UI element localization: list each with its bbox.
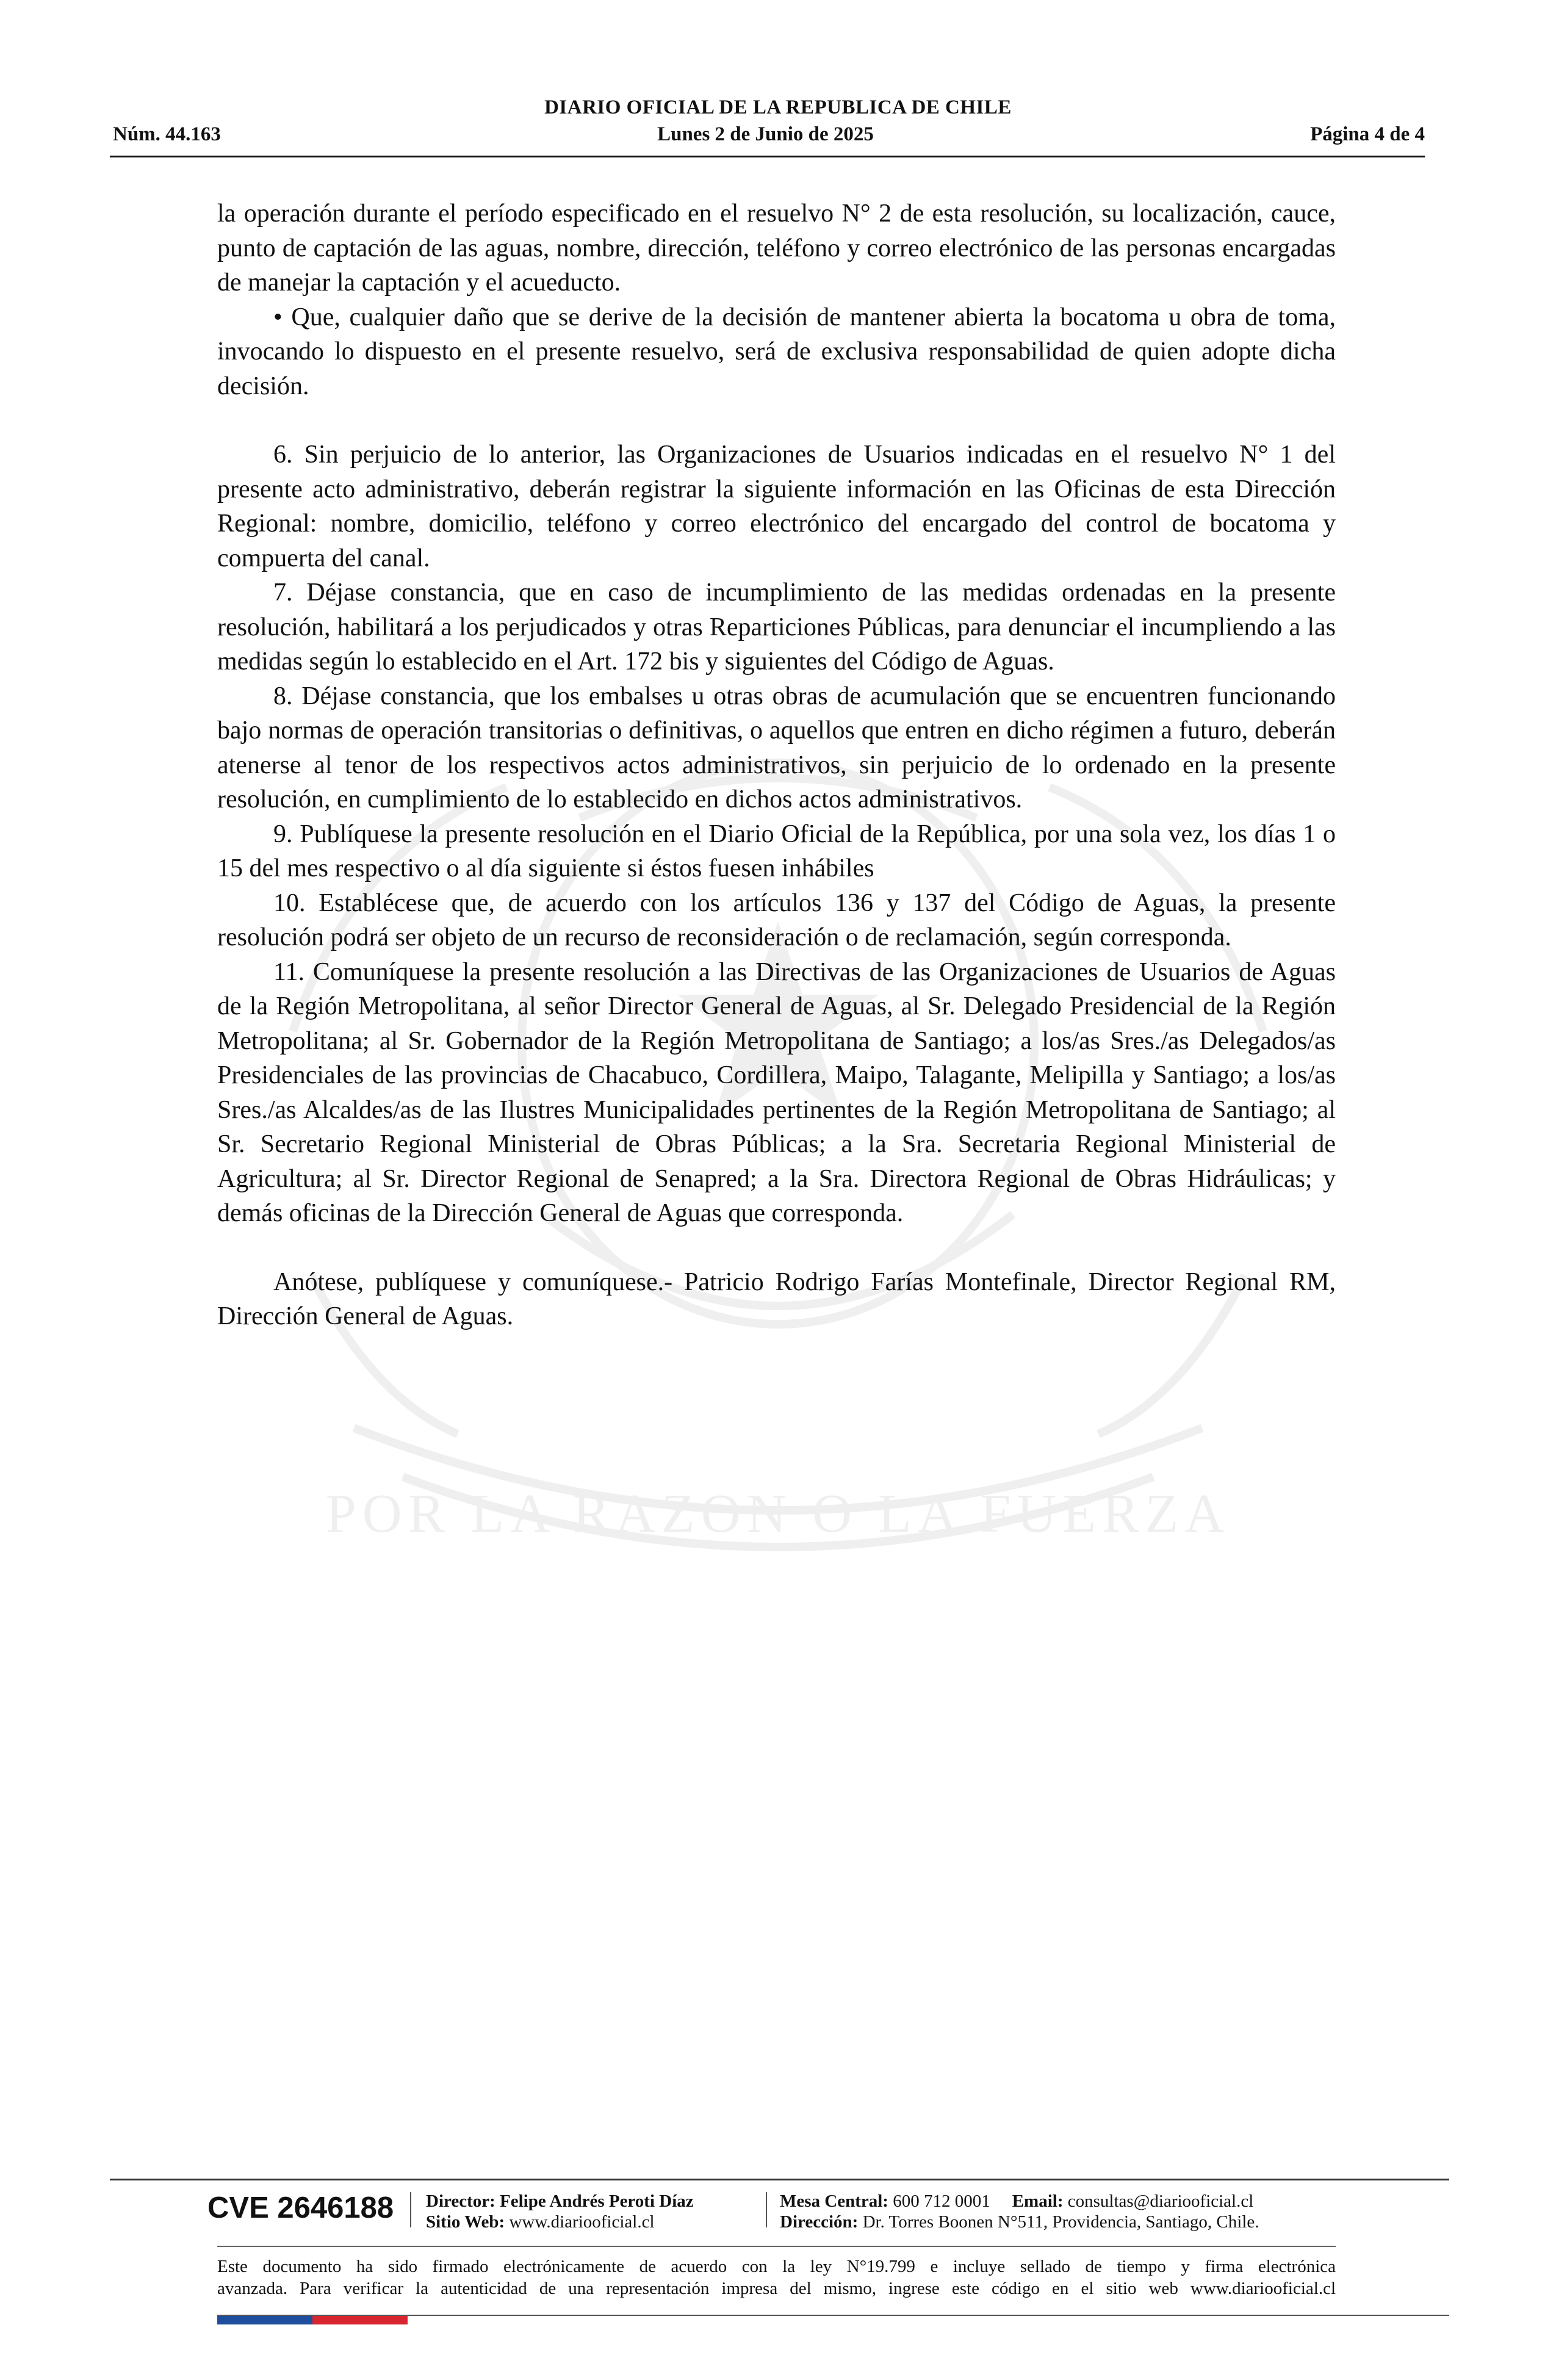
signature-paragraph: Anótese, publíquese y comuníquese.- Patricio Rodrigo Farías Montefinale, Director Regional RM, Dirección General de Aguas. xyxy=(217,1268,1336,1330)
footer-director-column xyxy=(426,2191,694,2232)
footer-separator xyxy=(766,2192,767,2227)
publication-title: DIARIO OFICIAL DE LA REPUBLICA DE CHILE xyxy=(544,96,1012,118)
director-label: Director: xyxy=(426,2191,495,2211)
paragraph: 10. Establécese que, de acuerdo con los artículos 136 y 137 del Código de Aguas, la presente resolución podrá ser objeto de un recurso de reconsideración o de reclamación, según corresponda. xyxy=(217,889,1336,951)
watermark-motto: POR LA RAZON O LA FUERZA xyxy=(325,1484,1231,1544)
footer-separator xyxy=(410,2192,411,2227)
paragraph: 8. Déjase constancia, que los embalses u otras obras de acumulación que se encuentren funcionando bajo normas de operación transitorias o definitivas, o aquellos que entren en dicho régimen a futuro, deberán atenerse al tenor de los respectivos actos administrativos, sin perjuicio de lo ordenado en la presente resolución, en cumplimiento de lo establecido en dichos actos administrativos. xyxy=(217,682,1336,813)
legal-notice xyxy=(217,2256,1336,2299)
paragraph: la operación durante el período especificado en el resuelvo N° 2 de esta resolución, su localización, cauce, punto de captación de las aguas, nombre, dirección, teléfono y correo electrónico de las personas encargadas de manejar la captación y el acueducto. xyxy=(217,200,1336,297)
address-value: Dr. Torres Boonen N°511, Providencia, Santiago, Chile. xyxy=(862,2212,1259,2232)
flag-stripe-red xyxy=(312,2316,408,2324)
page-indicator: Página 4 de 4 xyxy=(1310,123,1425,145)
issue-date: Lunes 2 de Junio de 2025 xyxy=(657,123,874,145)
header-row xyxy=(113,123,1425,146)
legal-line: avanzada. Para verificar la autenticidad de una representación impresa del mismo, ingrese este código en el sitio web www.diariooficial.cl xyxy=(217,2279,1336,2298)
email-label: Email: xyxy=(1012,2191,1064,2211)
website-link[interactable]: www.diariooficial.cl xyxy=(509,2212,655,2232)
paragraph: • Que, cualquier daño que se derive de la decisión de mantener abierta la bocatoma u obra de toma, invocando lo dispuesto en el presente resuelvo, será de exclusiva responsabilidad de quien adopte dicha decisión. xyxy=(217,303,1336,400)
flag-stripe-blue xyxy=(217,2316,312,2324)
footer-divider xyxy=(110,2179,1449,2180)
paragraph: 9. Publíquese la presente resolución en el Diario Oficial de la República, por una sola vez, los días 1 o 15 del mes respectivo o al día siguiente si éstos fuesen inhábiles xyxy=(217,820,1336,882)
email-link[interactable]: consultas@diariooficial.cl xyxy=(1067,2191,1254,2211)
footer-contact-column xyxy=(780,2191,1259,2232)
website-label: Sitio Web: xyxy=(426,2212,505,2232)
issue-number: Núm. 44.163 xyxy=(113,123,221,145)
document-body xyxy=(217,197,1336,1334)
header-divider xyxy=(110,156,1425,157)
cve-code: CVE 2646188 xyxy=(207,2191,394,2224)
phone-number: 600 712 0001 xyxy=(893,2191,990,2211)
director-name: Felipe Andrés Peroti Díaz xyxy=(500,2191,694,2211)
address-label: Dirección: xyxy=(780,2212,859,2232)
footer-inner-divider xyxy=(217,2246,1336,2247)
phone-label: Mesa Central: xyxy=(780,2191,888,2211)
paragraph: 6. Sin perjuicio de lo anterior, las Organizaciones de Usuarios indicadas en el resuelvo N° 1 del presente acto administrativo, deberán registrar la siguiente información en las Oficinas de esta Dirección Regional: nombre, domicilio, teléfono y correo electrónico del encargado del control de bocatoma y compuerta del canal. xyxy=(217,441,1336,572)
paragraph: 11. Comuníquese la presente resolución a las Directivas de las Organizaciones de Usuarios de Aguas de la Región Metropolitana, al señor Director General de Aguas, al Sr. Delegado Presidencial de la Región Metropolitana; al Sr. Gobernador de la Región Metropolitana de Santiago; a los/as Sres./as Delegados/as Presidenciales de las provincias de Chacabuco, Cordillera, Maipo, Talagante, Melipilla y Santiago; a los/as Sres./as Alcaldes/as de las Ilustres Municipalidades pertinentes de la Región Metropolitana de Santiago; al Sr. Secretario Regional Ministerial de Obras Públicas; a la Sra. Secretaria Regional Ministerial de Agricultura; al Sr. Director Regional de Senapred; a la Sra. Directora Regional de Obras Hidráulicas; y demás oficinas de la Dirección General de Aguas que corresponda. xyxy=(217,957,1336,1227)
paragraph: 7. Déjase constancia, que en caso de incumplimiento de las medidas ordenadas en la presente resolución, habilitará a los perjudicados y otras Reparticiones Públicas, para denunciar el incumpliendo a las medidas según lo establecido en el Art. 172 bis y siguientes del Código de Aguas. xyxy=(217,579,1336,676)
legal-line: Este documento ha sido firmado electrónicamente de acuerdo con la ley N°19.799 e incluye sellado de tiempo y firma electrónica xyxy=(217,2257,1336,2276)
